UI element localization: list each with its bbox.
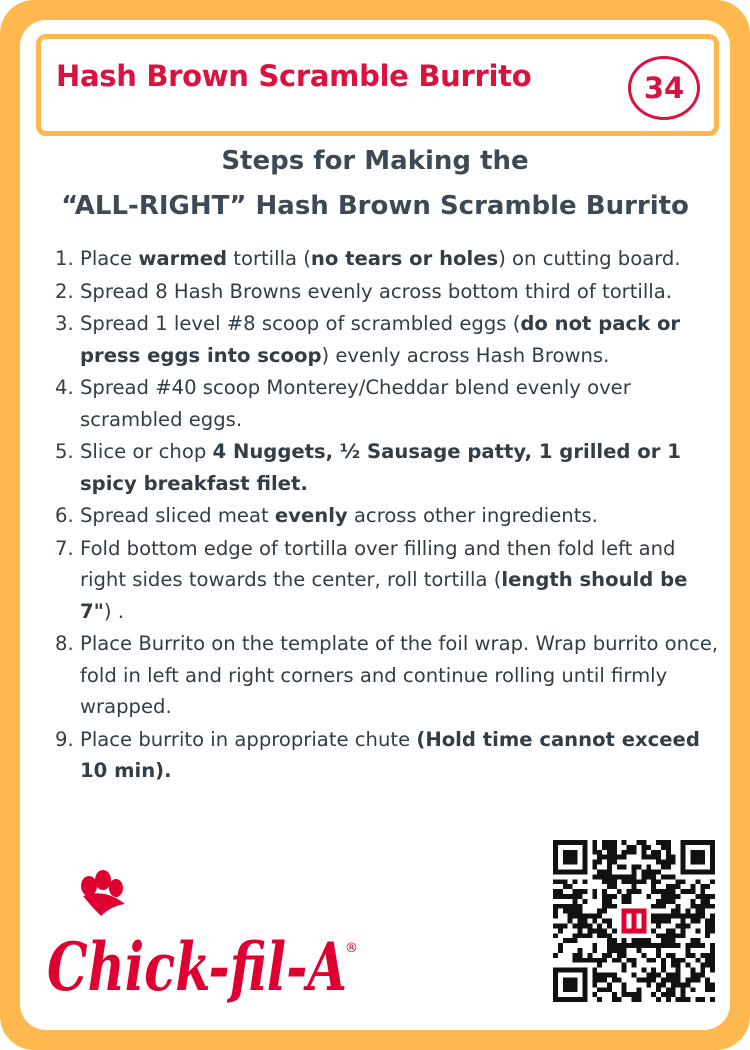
step-text: Place Burrito on the template of the foil wrap. Wrap burrito once, fold in left and right corners and continue rolling until firmly wrapped. <box>80 632 719 718</box>
step-text: ) evenly across Hash Browns. <box>321 343 610 367</box>
step-number: 2. <box>55 279 74 303</box>
step-text: Slice or chop <box>80 440 213 463</box>
step-item <box>55 308 725 371</box>
step-emphasis: (Hold time cannot exceed 10 min). <box>80 727 700 782</box>
step-item <box>55 243 725 275</box>
step-item <box>55 724 725 787</box>
step-number: 5. <box>55 440 74 463</box>
step-item <box>55 436 725 499</box>
step-item <box>55 276 725 308</box>
step-text: ) on cutting board. <box>498 247 681 270</box>
step-emphasis: warmed <box>138 247 228 270</box>
step-number: 9. <box>55 727 74 751</box>
step-number: 3. <box>55 312 74 335</box>
step-text: ) . <box>103 599 124 623</box>
step-text: across other ingredients. <box>347 504 598 527</box>
step-text: Spread #40 scoop Monterey/Cheddar blend evenly over scrambled eggs. <box>80 376 631 431</box>
card-title: Hash Brown Scramble Burrito <box>56 59 532 93</box>
step-item <box>55 628 725 723</box>
steps-heading-line2: “ALL-RIGHT” Hash Brown Scramble Burrito <box>61 191 689 221</box>
step-emphasis: length should be 7" <box>80 568 688 623</box>
step-item <box>55 372 725 435</box>
title-box <box>36 34 719 136</box>
step-text: Spread 1 level #8 scoop of scrambled eggs ( <box>80 312 521 335</box>
step-number: 6. <box>55 504 74 527</box>
step-number: 4. <box>55 376 74 399</box>
registered-mark: ® <box>345 941 358 956</box>
chick-fil-a-logo <box>45 870 365 1020</box>
step-text: Fold bottom edge of tortilla over filling and then fold left and right sides towards the center, roll tortilla ( <box>80 536 676 591</box>
step-emphasis: do not pack or press eggs into scoop <box>80 312 681 367</box>
step-number: 1. <box>55 247 74 270</box>
step-text: Place <box>80 247 139 270</box>
step-text: Place burrito in appropriate chute <box>80 727 417 751</box>
step-emphasis: evenly <box>274 504 348 527</box>
card-number-badge: 34 <box>628 56 700 120</box>
step-emphasis: 4 Nuggets, ½ Sausage patty, 1 grilled or 1 spicy breakfast filet. <box>80 440 681 495</box>
step-text: tortilla ( <box>227 247 311 270</box>
step-item <box>55 533 725 628</box>
steps-list <box>55 243 725 788</box>
step-item <box>55 500 725 532</box>
step-number: 7. <box>55 536 74 560</box>
step-number: 8. <box>55 632 74 655</box>
logo-wordmark: Chick-fil-A <box>47 928 347 1006</box>
qr-code-icon[interactable] <box>553 840 715 1002</box>
step-text: Spread 8 Hash Browns evenly across bottom third of tortilla. <box>80 279 672 303</box>
chicken-head-icon <box>81 870 125 916</box>
steps-heading-line1: Steps for Making the <box>221 146 529 176</box>
step-emphasis: no tears or holes <box>310 247 499 270</box>
step-text: Spread sliced meat <box>80 504 275 527</box>
